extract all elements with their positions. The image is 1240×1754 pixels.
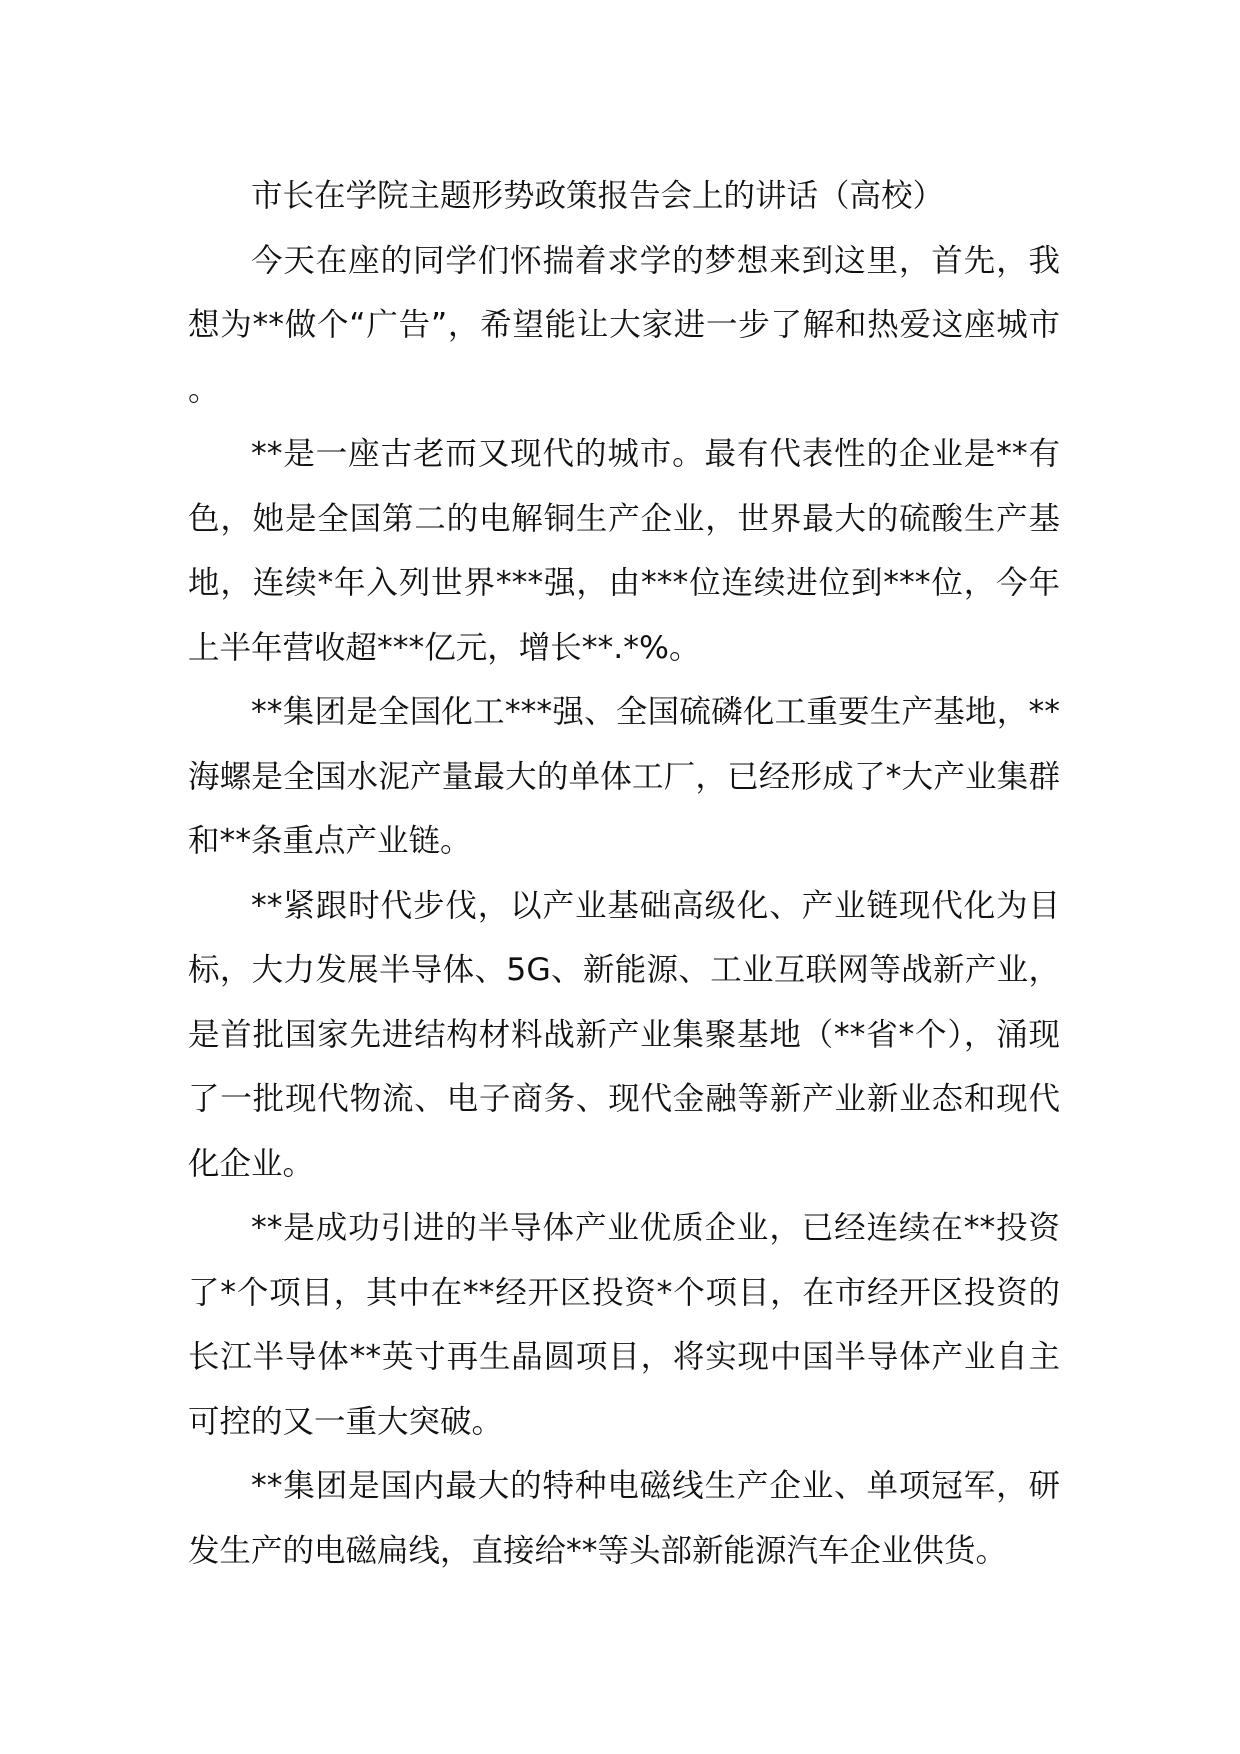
paragraph: 今天在座的同学们怀揣着求学的梦想来到这里，首先，我想为**做个“广告”，希望能让大家进一步了解和热爱这座城市。 [188,242,1060,408]
paragraph: **集团是全国化工***强、全国硫磷化工重要生产基地，**海螺是全国水泥产量最大的单体工厂，已经形成了*大产业集群和**条重点产业链。 [188,694,1060,859]
paragraph: **紧跟时代步伐，以产业基础高级化、产业链现代化为目标，大力发展半导体、5G、新能源、工业互联网等战新产业，是首批国家先进结构材料战新产业集聚基地（**省*个），涌现了一批现代物流、电子商务、现代金融等新产业新业态和现代化企业。 [188,887,1060,1182]
paragraph: **是成功引进的半导体产业优质企业，已经连续在**投资了*个项目，其中在**经开区投资*个项目，在市经开区投资的长江半导体**英寸再生晶圆项目，将实现中国半导体产业自主可控的又一重大突破。 [188,1210,1060,1440]
document-body [188,164,1060,1583]
document-title: 市长在学院主题形势政策报告会上的讲话（高校） [251,178,945,214]
paragraph: **是一座古老而又现代的城市。最有代表性的企业是**有色，她是全国第二的电解铜生产企业，世界最大的硫酸生产基地，连续*年入列世界***强，由***位连续进位到***位，今年上半年营收超***亿元，增长**.*%。 [188,436,1060,666]
paragraph: **集团是国内最大的特种电磁线生产企业、单项冠军，研发生产的电磁扁线，直接给**等头部新能源汽车企业供货。 [188,1468,1060,1569]
